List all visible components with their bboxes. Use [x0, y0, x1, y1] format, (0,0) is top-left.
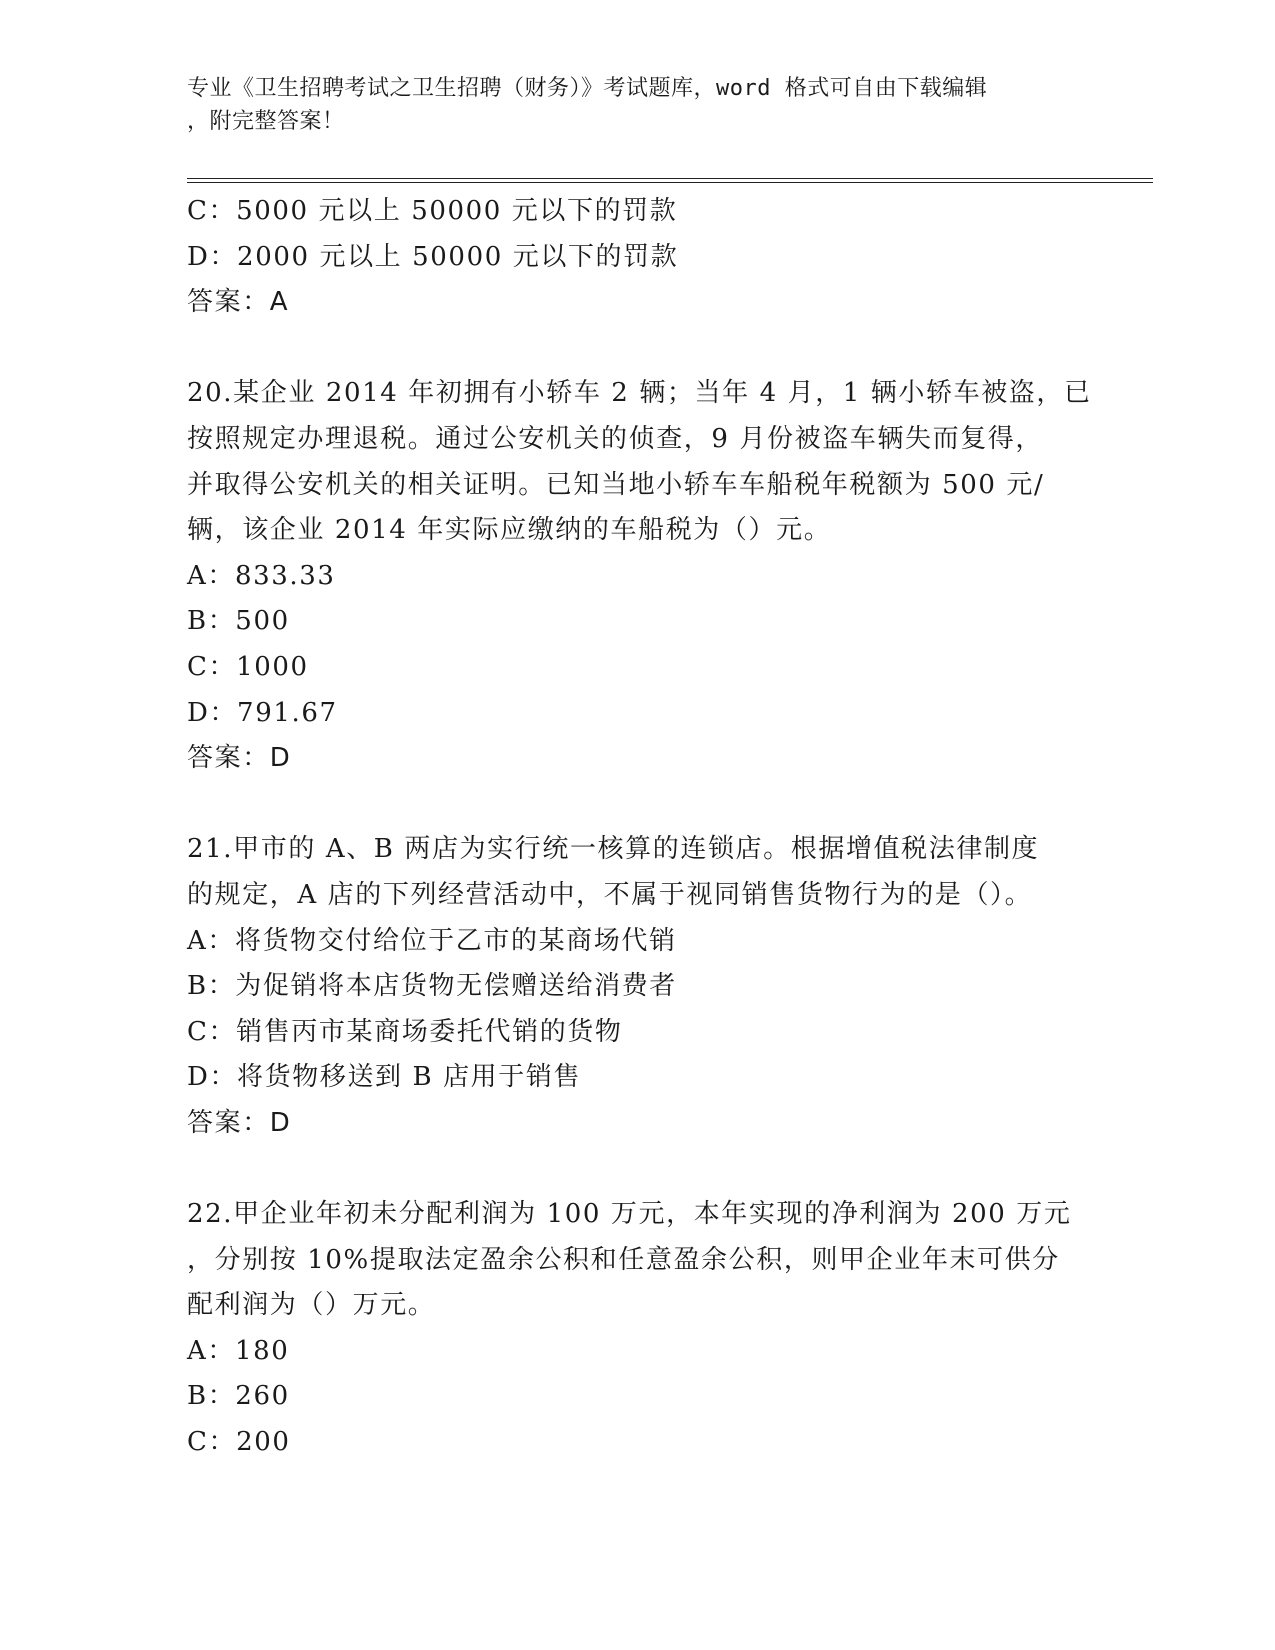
option-c: C：1000: [187, 651, 309, 682]
question-20: [187, 371, 1092, 781]
question-stem-line: 21.甲市的 A、B 两店为实行统一核算的连锁店。根据增值税法律制度: [187, 834, 1040, 865]
option-a: A：833.33: [187, 560, 336, 591]
header-divider: [187, 178, 1153, 183]
document-header: [187, 72, 1067, 138]
spacer: [187, 782, 1087, 828]
question-stem-line: 20.某企业 2014 年初拥有小轿车 2 辆；当年 4 月，1 辆小轿车被盗，已: [187, 378, 1092, 409]
answer-line: 答案：D: [187, 743, 292, 774]
option-d: D：将货物移送到 B 店用于销售: [187, 1062, 582, 1093]
option-a: A：180: [187, 1335, 290, 1366]
question-stem-line: 并取得公安机关的相关证明。已知当地小轿车车船税年税额为 500 元/: [187, 469, 1045, 500]
question-19-tail: [187, 189, 1087, 326]
answer-line: 答案：D: [187, 1107, 292, 1138]
question-stem-line: 配利润为（）万元。: [187, 1290, 436, 1321]
header-line-2: ，附完整答案！: [187, 109, 345, 134]
question-stem-line: 22.甲企业年初未分配利润为 100 万元，本年实现的净利润为 200 万元: [187, 1199, 1072, 1230]
spacer: [187, 326, 1087, 372]
option-b: B：260: [187, 1381, 290, 1412]
question-21: [187, 827, 1087, 1146]
option-c: C：销售丙市某商场委托代销的货物: [187, 1016, 623, 1047]
answer-line: 答案：A: [187, 287, 290, 318]
option-c: C：5000 元以上 50000 元以下的罚款: [187, 196, 678, 226]
option-c: C：200: [187, 1427, 291, 1458]
question-stem-line: 按照规定办理退税。通过公安机关的侦查，9 月份被盗车辆失而复得，: [187, 423, 1044, 454]
option-d: D：791.67: [187, 697, 338, 728]
question-22: [187, 1192, 1087, 1466]
question-stem-line: 辆，该企业 2014 年实际应缴纳的车船税为（）元。: [187, 515, 832, 546]
spacer: [187, 1146, 1087, 1192]
option-b: B：为促销将本店货物无偿赠送给消费者: [187, 971, 677, 1002]
question-stem-line: ，分别按 10%提取法定盈余公积和任意盈余公积，则甲企业年末可供分: [187, 1244, 1060, 1275]
option-b: B：500: [187, 606, 290, 637]
question-stem-line: 的规定，A 店的下列经营活动中，不属于视同销售货物行为的是（）。: [187, 879, 1033, 910]
question-list: [187, 189, 1092, 1466]
option-d: D：2000 元以上 50000 元以下的罚款: [187, 241, 679, 272]
header-line-1: 专业《卫生招聘考试之卫生招聘（财务）》考试题库，word 格式可自由下载编辑: [187, 76, 988, 101]
option-a: A：将货物交付给位于乙市的某商场代销: [187, 925, 677, 956]
